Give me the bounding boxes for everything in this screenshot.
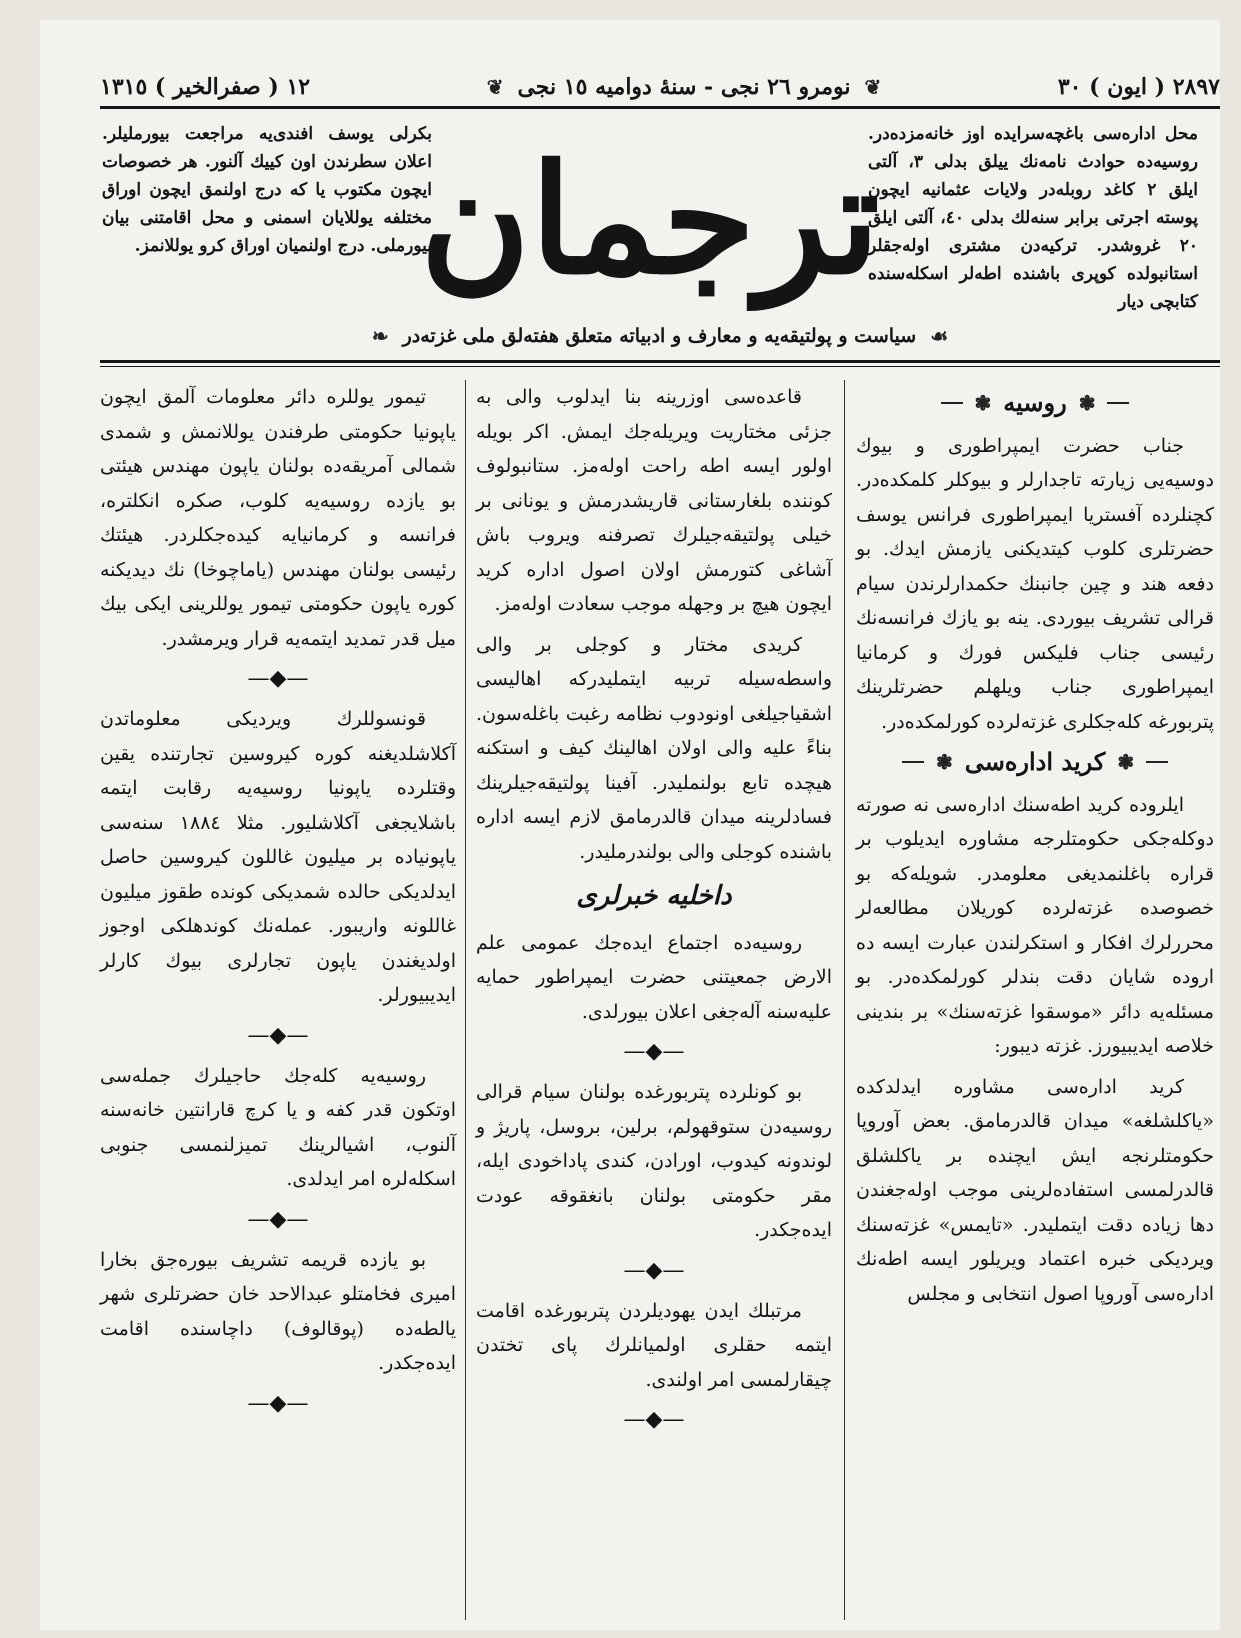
header-rule bbox=[100, 106, 1220, 109]
column-divider bbox=[844, 380, 845, 1620]
article-paragraph: مرتبلك ایدن یهودیلردن پتربورغده اقامت ایتمه حقلری اولمیانلرك پای تختدن چیقارلمسی امر اولندی. bbox=[476, 1299, 832, 1391]
article-paragraph: روسیه‌یه کله‌جك حاجیلرك جمله‌سی اوتکون قدر کفه و یا کرچ قارانتین خانه‌سنه آلنوب، اشیالرینك تمیزلنمسی جنوبی اسکله‌لره امر ایدلدی. bbox=[100, 1064, 456, 1190]
ornament-icon: ❃ bbox=[974, 391, 992, 415]
ornament-icon: ❧ bbox=[371, 324, 389, 348]
divider-ornament: —◆— bbox=[247, 666, 309, 691]
section-heading-russia bbox=[856, 386, 1214, 421]
column-divider bbox=[465, 380, 466, 1620]
column-left bbox=[100, 380, 456, 1625]
issue-number: نومرو ٢٦ نجی - سنهٔ دوامیه ١٥ نجی bbox=[517, 74, 851, 100]
ornament-icon: ❦ bbox=[486, 75, 504, 99]
article-paragraph: تیمور یوللره دائر معلومات آلمق ایچون یاپونیا حکومتی طرفندن یوللانمش و شمدی شمالی آمریقه‌ده بولنان یاپون مهندس هیئتی بو یازده روسیه‌یه کلوب، صکره انکلتره، فرانسه و کرمانیایه کیده‌جکلردر. هیئتك رئیسی بولنان مهندس (یاماچوخا) نك دیدیکنه کوره یاپون حکومتی تیمور یوللرینی ایکی بیك میل قدر تمدید ایتمه‌یه قرار ویرمشدر. bbox=[100, 386, 456, 650]
section-title: کرید اداره‌سی bbox=[964, 747, 1106, 776]
ornament-icon: ☙ bbox=[930, 324, 949, 348]
article-paragraph: بو کونلرده پتربورغده بولنان سیام قرالی روسیه‌دن ستوقهولم، برلین، بروسل، پاریژ و لوندونه کیدوب، اورادن، کندی پاداخودی ایله، مقر حکومتی بولنان بانغقوقه عودت ایده‌جکدر. bbox=[476, 1081, 832, 1241]
article-paragraph: قونسوللرك ویردیکی معلوماتدن آکلاشلدیغنه کوره کیروسین تجارتنده یقین وقتلرده یاپونیا روسیه‌یه رقابت ایتمه باشلایجغی آکلاشلیور. مثلا ١٨٨٤ سنه‌سی یاپونیاده بر میلیون غاللون کیروسین حاصل ایدلدیکی حالده شمدیکی کونده طقوز میلیون غاللونه واریبور. عمله‌نك کوندهلکی اوجوز اولدیغندن یاپون تجارلری بیوك کارلر ایدیبیورلر. bbox=[100, 708, 456, 1006]
divider-ornament: —◆— bbox=[623, 1407, 685, 1432]
article-paragraph: کرید اداره‌سی مشاوره ایدلدکده «یاکلشلغه» میدان قالدرمامق. بعض آوروپا حکومتلرنجه ایش ایچنده بر یاکلشلق قالدرلمسی استفاده‌لرینی موجب اوله‌جغندن دها زیاده دقت ایتملیدر. «تایمس» غزته‌سنك ویردیکی خبره اعتماد ویریلور ایسه اطه‌نك اداره‌سی آوروپا اصول انتخابی و مجلس bbox=[856, 1075, 1214, 1305]
masthead-rule-thin bbox=[100, 366, 1220, 367]
tagline-row bbox=[340, 318, 980, 354]
masthead-rule bbox=[100, 360, 1220, 363]
article-paragraph: جناب حضرت ایمپراطوری و بیوك دوسیه‌یی زیارته تاجدارلر و بیوکلر کلمکده‌در. کچنلرده آفستریا ایمپراطوری فرانس یوسف حضرتلری کلوب کیتدیکنی یازمش ایدك. بو دفعه هند و چین جانبنك حکمدارلرندن سیام قرالی تشریف بیوردی. ینه بو یازك فرانسه‌نك رئیسی جناب فلیکس فورك و کرمانیا ایمپراطوری جناب ویلهلم حضرتلرینك پتربورغه کله‌جکلری غزته‌لرده کورلمکده‌در. bbox=[856, 434, 1214, 733]
ornament-icon: ❃ bbox=[1078, 391, 1096, 415]
tagline: سیاست و پولتیقه‌یه و معارف و ادبیاته متعلق هفته‌لق ملی غزته‌در bbox=[402, 325, 917, 347]
date-gregorian: ٢٨٩٧ ( ایون ) ٣٠ bbox=[1057, 74, 1220, 100]
header-dateline bbox=[100, 62, 1220, 112]
date-hijri: ١٢ ( صفرالخیر ) ١٣١٥ bbox=[100, 74, 311, 100]
ornament-icon: ❦ bbox=[864, 75, 882, 99]
article-paragraph: قاعده‌سی اوزرینه بنا ایدلوب والی به جزئی مختاریت ویریله‌جك ایمش. اکر بویله اولور ایسه اطه راحت اوله‌مز. ستانبولوف کوننده بلغارستانی قاریشدرمش و یونانی بر خیلی پولتیقه‌جیلرك تصرفنه ویروب باش آشاغی کتورمش اولان اصول اداره کرید ایچون هیچ بر وجهله موجب سعادت اوله‌مز. bbox=[476, 386, 832, 615]
column-middle bbox=[476, 380, 832, 1625]
notice-right: محل اداره‌سی باغچه‌سرایده اوز خانه‌مزده‌در. روسیه‌ده حوادث نامه‌نك ییلق بدلی ٣، آلتی ایلق ٢ کاغد روبله‌در ولایات عثمانیه ایچون پوسته اجرتی برابر سنه‌لك بدلی ٤٠، آلتی ایلق ٢٠ غروشدر. ترکیه‌دن مشتری اوله‌جقلر استانبولده کوپری باشنده اطه‌لر اسکله‌سنده کتابچی دیار bbox=[868, 124, 1198, 312]
divider-ornament: —◆— bbox=[623, 1257, 685, 1283]
divider-ornament: —◆— bbox=[247, 1206, 309, 1232]
article-paragraph: ایلروده کرید اطه‌سنك اداره‌سی نه صورته دوکله‌جکی حکومتلرجه مشاوره ایدیلوب بر قراره باغلنمدیغی معلومدر. شویله‌که بو خصوصده غزته‌لرده کوریلان مطالعه‌لر محررلرك افکار و استکرلندن عبارت ایسه ده اروده شایان دقت بندلر کورلمکده‌در. بو مسئله‌یه دائر «موسقوا غزته‌سنك» بر بندینی خلاصه ایدیبیورز. غزته دیبور: bbox=[856, 793, 1214, 1057]
section-heading-crete bbox=[856, 745, 1214, 780]
section-heading-domestic: داخلیه خبرلری bbox=[576, 881, 732, 911]
ornament-icon: ❃ bbox=[935, 750, 953, 774]
article-paragraph: روسیه‌ده اجتماع ایده‌جك عمومی علم الارض جمعیتنی حضرت ایمپراطور حمایه علیه‌سنه آله‌جغی اعلان بیورلدی. bbox=[476, 931, 832, 1023]
masthead-title: ترجمان bbox=[420, 132, 880, 308]
divider-ornament: —◆— bbox=[623, 1039, 685, 1064]
article-paragraph: کریدی مختار و کوجلی بر والی واسطه‌سیله تربیه ایتملیدرکه اهالیسی اشقیاجیلغی اونودوب نظامه رغبت باغله‌سون. بناءً علیه والی اولان اهالینك کیف و استکنه هیچده تابع بولنملیدر. آفینا پولتیقه‌جیلرینك فسادلرینه میدان قالدرمامق لازم ایسه اداره باشنده کوجلی والی بولندرملیدر. bbox=[476, 633, 832, 863]
column-right bbox=[856, 380, 1214, 1625]
divider-ornament: —◆— bbox=[247, 1022, 309, 1048]
divider-ornament: —◆— bbox=[247, 1390, 309, 1416]
article-paragraph: بو یازده قریمه تشریف بیوره‌جق بخارا امیری فخامتلو عبدالاحد خان حضرتلری شهر یالطه‌ده (پوقالوف) داچاسنده اقامت ایده‌جکدر. bbox=[100, 1248, 456, 1374]
notice-left: بکرلی یوسف افندی‌یه مراجعت بیورملیلر. اعلان سطرندن اون کییك آلنور. هر خصوصات ایچون مکتوب یا که درج اولنمق ایچون اوراق مختلفه یوللایان اسمنی و محل اقامتنی بیان بیورملی. درج اولنمیان اوراق کرو یوللانمز. bbox=[102, 124, 432, 256]
ornament-icon: ❃ bbox=[1117, 750, 1135, 774]
section-title: روسیه bbox=[1003, 388, 1067, 417]
